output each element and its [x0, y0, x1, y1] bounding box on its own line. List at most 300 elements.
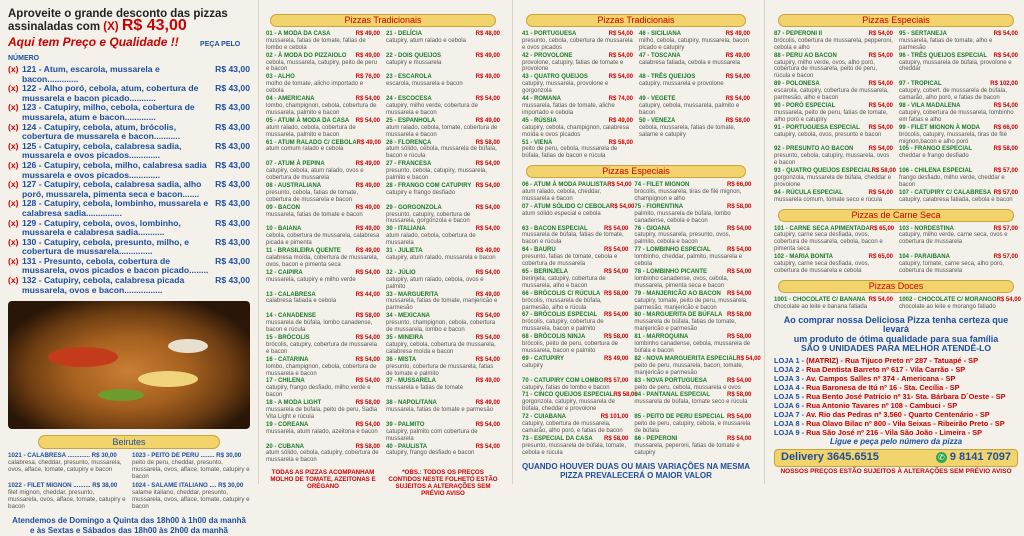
menu-item-price: R$ 54,00 [993, 52, 1018, 59]
menu-item-name: 12 - CAIPIRA [266, 269, 303, 276]
menu-item-price: R$ 54,00 [868, 146, 893, 153]
promo-item-price: R$ 43,00 [215, 236, 250, 247]
menu-item-name: 33 - MARGUERITA [386, 291, 439, 298]
promo-mark: (x) [8, 121, 19, 132]
menu-item-name: 67 - BRÓCOLIS ESPECIAL [522, 312, 598, 319]
menu-item-desc: milho, cebola, catupiry, mussarela, bacon picado e catupiry [639, 37, 749, 51]
promo-panel [0, 0, 256, 536]
menu-item [522, 96, 633, 117]
menu-item-price: R$ 58,00 [604, 290, 629, 297]
menu-item-desc: escarola, catupiry, cobertura de mussarela, parmesão, alho e bacon [774, 88, 889, 102]
menu-item-desc: atum sólido, cebola, mussarela de búfala, bacon e rúcula [386, 146, 497, 160]
promo-mark: (x) [8, 236, 19, 247]
menu-item-desc: catupiry, frango desfiado e bacon [386, 450, 475, 457]
menu-item-line [899, 226, 1018, 233]
menu-item [386, 335, 500, 356]
menu-item-line [774, 81, 893, 88]
menu-item-desc: brócolis, cobertura de mussarela, pepperoni, cebola e alho [774, 37, 893, 51]
promo-item [8, 199, 250, 218]
menu-item-desc: catupiry e frango desfiado [386, 189, 456, 196]
store-label: LOJA 9 - [774, 428, 807, 437]
menu-item-desc: catupiry, palmito com cobertura de mussarela [386, 428, 478, 442]
beirute-item [132, 482, 250, 510]
menu-item-price: R$ 54,00 [475, 356, 500, 363]
menu-item-price: R$ 54,00 [725, 96, 750, 103]
menu-item [634, 312, 751, 333]
menu-item-price: R$ 54,00 [608, 74, 633, 81]
menu-item-desc: calabresa fatiada, cebola e mussarela [639, 59, 741, 66]
menu-item-price: R$ 58,00 [727, 392, 752, 399]
whatsapp-number[interactable]: ✆ 9 8141 7097 [936, 452, 1011, 463]
menu-item-desc: atum sólido, cebola, catupiry, cobertura de mussarela e bacon [266, 450, 379, 464]
menu-item-name: 07 - ATUM À PEPINA [266, 161, 325, 168]
menu-item-line [899, 81, 1018, 88]
menu-item-name: 95 - SERTANEJA [899, 30, 947, 37]
menu-item-line [386, 118, 500, 125]
menu-item [266, 270, 380, 291]
menu-item-line [386, 270, 500, 277]
menu-item-line [899, 125, 1018, 132]
menu-item [266, 118, 380, 139]
section-title-carne-seca: Pizzas de Carne Seca [778, 209, 1014, 222]
menu-item-price: R$ 65,00 [868, 254, 893, 261]
menu-item-desc: provolone, catupiry, fatias de tomate e provolone [522, 59, 624, 73]
menu-item-desc: catupiry, calabresa fatiada, cebola e bacon [899, 196, 1013, 203]
promo-item-text: 132 - Catupiry, cebola, calabresa picada mussarela, ovos e bacon................ [22, 275, 185, 295]
store-label: LOJA 5 - [774, 392, 807, 401]
menu-item-price: R$ 54,00 [475, 182, 500, 189]
menu-item-name: 68 - BRÓCOLIS NINJA [522, 334, 586, 341]
menu-item-price: R$ 54,00 [475, 334, 500, 341]
menu-item-desc: catupiry, milho verde, cobertura de mussarela e bacon [386, 102, 478, 116]
menu-item-desc: mussarela de búfala, lombo canadense, bacon e rúcula [266, 320, 373, 334]
menu-item [634, 269, 751, 290]
menu-item-price: R$ 58,00 [613, 392, 638, 399]
menu-item-line [386, 31, 500, 38]
menu-item-price: R$ 54,00 [727, 269, 752, 275]
promo-price: R$ 43,00 [121, 17, 187, 34]
menu-item-desc: presunto, mussarela de búfala, tomate, cebola e rúcula [522, 442, 627, 456]
store-address: Av. Campos Salles nº 374 - Americana - SP [805, 374, 956, 383]
promo-item [8, 238, 250, 257]
menu-item-desc: mussarela comum, tomate seco e rúcula [774, 196, 883, 203]
menu-item [266, 183, 380, 204]
menu-item-desc: chocolate ao leite e morango fatiado [899, 303, 996, 310]
menu-item [522, 291, 628, 312]
menu-item-line [639, 118, 750, 125]
promo-item [8, 103, 250, 122]
menu-item-desc: catupiry, frango desfiado, milho verde e bacon [266, 385, 371, 399]
menu-item-price: R$ 49,00 [355, 182, 380, 189]
menu-item-desc: calabresa moída, cobertura de mussarela, ovos, bacon e pimenta seca [266, 255, 379, 268]
menu-item-name: 69 - CATUPIRY [522, 355, 565, 362]
menu-item [386, 357, 500, 378]
promo-mark: (x) [8, 64, 19, 74]
promo-item [8, 276, 250, 295]
menu-item [386, 74, 500, 95]
menu-item-name: 76 - GIOANA [634, 225, 671, 232]
menu-item-price: R$ 44,00 [355, 291, 380, 298]
menu-item-line [522, 118, 633, 125]
menu-item-name: 63 - BACON ESPECIAL [522, 225, 588, 232]
menu-item-price: R$ 54,00 [604, 269, 629, 275]
menu-item-name: 03 - ALHO [266, 74, 295, 81]
menu-item-price: R$ 49,00 [475, 52, 500, 59]
menu-item-name: 17 - CHILENA [266, 378, 305, 385]
promo-item-price: R$ 43,00 [215, 217, 250, 228]
menu-item [634, 334, 751, 355]
menu-item [386, 422, 500, 443]
menu-item [386, 226, 500, 247]
menu-item-name: 98 - VILA MADALENA [899, 102, 961, 109]
menu-item-price: R$ 49,00 [475, 291, 500, 298]
menu-item [522, 140, 633, 161]
menu-item [774, 81, 893, 102]
section-title-tradicionais: Pizzas Tradicionais [270, 14, 496, 27]
menu-item-price: R$ 58,00 [355, 443, 380, 450]
menu-item-name: 11 - BRASILEIRA QUENTE [266, 248, 341, 255]
menu-item-line [774, 125, 893, 132]
call-order: Ligue e peça pelo número da pizza [829, 437, 963, 446]
menu-item [522, 312, 628, 333]
menu-item-desc: presunto, fatias de tomate, cebola e cobertura de mussarela [522, 254, 618, 268]
menu-item-name: 09 - BACON [266, 204, 301, 211]
menu-item-desc: presunto, cebola, fatias de tomate, cobertura de mussarela e bacon [266, 189, 359, 203]
menu-item-name: 19 - COREANA [266, 421, 309, 428]
menu-item-line [266, 400, 380, 407]
menu-item-desc: mussarela de búfala, peito de peru, Sadia Vita Light e rúcula [266, 407, 378, 420]
menu-item [774, 53, 893, 81]
menu-item-desc: catupiry, cebola, ovos, presunto e bacon [774, 131, 882, 138]
menu-item [774, 146, 893, 167]
menu-item-desc: mussarela, fatias de tomate, manjericão e parmesão [386, 298, 498, 312]
menu-item-line [522, 269, 628, 276]
menu-item-name: 23 - ESCAROLA [386, 74, 432, 81]
menu-item-desc: brócolis, peito de peru, cobertura de mussarela, bacon e palmito [522, 341, 619, 354]
beirute-name: 1022 - FILET MIGNON .......... R$ 38,00 [8, 482, 118, 490]
promo-item [8, 257, 250, 276]
menu-item [522, 118, 633, 139]
menu-item-price: R$ 49,00 [355, 226, 380, 233]
menu-item [386, 205, 500, 226]
menu-item [899, 103, 1018, 124]
menu-item-price: R$ 58,00 [604, 435, 629, 442]
menu-item-name: 101 - CARNE SECA APIMENTADA [774, 225, 870, 232]
beirute-item [132, 452, 250, 480]
menu-item-name: 13 - CALABRESA [266, 291, 316, 298]
menu-item-desc: catupiry, mussarela, presunto, ovos, palmito, cebola e bacon [634, 232, 731, 246]
menu-item-desc: presunto, champignon, cebola, cobertura de mussarela, lombo e bacon [386, 320, 496, 334]
menu-item-desc: brócolis, mussarela de búfala, parmesão, alho e rúcula [522, 297, 602, 311]
menu-item-price: R$ 54,00 [993, 102, 1018, 109]
menu-item [386, 378, 500, 399]
store-address: Rua Antonio Tavares nº 108 - Cambuci - SP [806, 401, 958, 410]
promo-mark: (x) [8, 255, 19, 266]
menu-item-name: 75 - FIORENTINA [634, 203, 684, 210]
menu-item [522, 226, 628, 247]
menu-item-line [639, 96, 750, 103]
menu-item-line [386, 74, 500, 81]
store-item [774, 356, 1018, 365]
menu-item-price: R$ 58,00 [355, 400, 380, 407]
menu-item-name: 1002 - CHOCOLATE C/ MORANGO [899, 296, 997, 303]
menu-item-line [266, 118, 380, 125]
menu-item-line [899, 103, 1018, 110]
menu-item [386, 118, 500, 139]
menu-item-desc: catupiry [522, 362, 544, 369]
menu-item-desc: catupiry, cebola, champignon, calabresa moída e ovos picados [522, 124, 629, 138]
menu-item [522, 74, 633, 95]
promo-header [8, 8, 250, 33]
menu-item [899, 125, 1018, 146]
promo-item [8, 219, 250, 238]
menu-item-name: 86 - PEPERONI [634, 435, 678, 442]
menu-item-desc: catupiry, carne seca desfiada, ovos, cobertura de mussarela e cebola [774, 261, 870, 274]
menu-item-desc: mussarela, fatias de tomate, fatias de lombo e cebola [266, 37, 366, 51]
beirute-name: 1021 - CALABRESA ............. R$ 30,00 [8, 452, 117, 460]
menu-item-desc: mussarela de búfala, fatias de tomate, bacon e rúcula [522, 232, 624, 246]
menu-item [522, 356, 628, 377]
menu-item-name: 66 - BRÓCOLIS C/ RÚCULA [522, 290, 601, 297]
menu-item [266, 205, 380, 226]
menu-item-desc: molho de tomate, alicho importado e cebola [266, 81, 364, 95]
menu-item-name: 90 - PORÓ ESPECIAL [774, 102, 836, 109]
menu-item-line [899, 296, 1021, 304]
promo-item-price: R$ 43,00 [215, 198, 250, 209]
menu-item [386, 161, 500, 182]
menu-item-desc: presunto, cebola, catupiry, mussarela, palmito e bacon [386, 168, 487, 182]
store-address: Rua São José nº 216 - Vila São João - Limeira - SP [806, 428, 983, 437]
menu-item-price: R$ 54,00 [868, 30, 893, 37]
menu-item-name: 64 - BAURU [522, 247, 556, 254]
menu-item [774, 103, 893, 124]
menu-item-desc: catupiry, cebola, atum ralado, ovos e cobertura de mussarela [266, 168, 364, 182]
menu-item [639, 53, 750, 74]
menu-item-desc: atum ralado, cebola, cobertura de mussarela [386, 233, 476, 247]
menu-item-name: 72 - CUIABANA [522, 414, 567, 421]
menu-item-name: 21 - DELÍCIA [386, 30, 423, 37]
menu-item-line [522, 31, 633, 38]
menu-item-line [386, 183, 500, 190]
menu-item-line [266, 140, 380, 147]
menu-item-desc: atum ralado, cebola, cobertura de mussarela, palmito e bacon [266, 124, 356, 138]
menu-item-price: R$ 54,00 [355, 356, 380, 363]
menu-item-line [386, 53, 500, 60]
menu-item-name: 83 - NOVA PORTUGUESA [634, 377, 708, 384]
menu-item-desc: cebola, mussarela, catupiry, peito de peru e bacon [266, 59, 377, 73]
menu-item [522, 378, 628, 392]
menu-item [899, 168, 1018, 189]
menu-item [386, 53, 500, 74]
menu-item-price: R$ 54,00 [868, 189, 893, 196]
promo-item-text: 128 - Catupiry, cebola, lombinho, mussarela e calabresa sadia............... [22, 198, 209, 218]
promo-subtitle: Aqui tem Preço e Qualidade !! PEÇA PELO NÚMERO [8, 35, 241, 62]
menu-item-line [266, 335, 380, 342]
menu-item [634, 291, 751, 312]
menu-item-price: R$ 49,00 [608, 117, 633, 124]
menu-item-desc: brócolis, catupiry, cobertura de mussarela e bacon [266, 341, 377, 355]
store-item [774, 365, 1018, 374]
store-address: Rua Dentista Barreto nº 617 - Vila Carrão - SP [806, 365, 966, 374]
promo-item-price: R$ 43,00 [215, 83, 250, 94]
menu-item-price: R$ 54,00 [868, 124, 893, 131]
promo-item-text: 130 - Catupiry, cebola, presunto, milho, e cobertura de mussarela.............. [22, 236, 189, 257]
menu-item-price: R$ 54,00 [996, 296, 1021, 303]
menu-item-desc: catupiry, atum ralado, cebola, ovos e palmito [386, 276, 484, 290]
store-label: LOJA 3 - [774, 374, 806, 383]
promo-item [8, 161, 250, 180]
menu-item-price: R$ 74,00 [608, 96, 633, 103]
menu-item-name: 47 - TOSCANA [639, 52, 681, 59]
menu-item-desc: berinjela, catupiry, cobertura de mussarela, alho e bacon [522, 275, 606, 289]
menu-item-price: R$ 54,00 [475, 226, 500, 233]
menu-item-line [386, 248, 500, 255]
menu-item-name: 99 - FILET MIGNON À MODA [899, 124, 980, 131]
menu-item-desc: catupiry, mussarela e provolone [639, 81, 724, 88]
menu-item-price: R$ 54,00 [475, 96, 500, 103]
menu-item [899, 226, 1018, 254]
menu-item-line [266, 53, 380, 60]
menu-item-name: 08 - AUSTRALIANA [266, 182, 322, 189]
menu-item-line [634, 414, 751, 421]
menu-item-price: R$ 54,00 [868, 296, 893, 303]
promo-line2: assinaladas com [8, 21, 101, 33]
beirute-name: 1024 - SALAME ITALIANO .... R$ 30,00 [132, 482, 244, 490]
menu-item-line [522, 291, 628, 298]
menu-item-desc: mussarela, peito de peru, fatias de tomate, alho poró e catupiry [774, 109, 888, 123]
menu-item [899, 31, 1018, 52]
menu-item-name: 41 - PORTUGUESA [522, 30, 577, 37]
menu-item-price: R$ 54,00 [355, 334, 380, 341]
menu-item-line [899, 168, 1018, 175]
promo-item-text: 129 - Catupiry, cebola, ovos, lombinho, mussarela e calabresa sadia........... [22, 217, 181, 238]
menu-item-line [522, 74, 633, 81]
menu-item-line [266, 31, 380, 38]
promo-item-price: R$ 43,00 [215, 275, 250, 286]
menu-item-line [899, 31, 1018, 38]
menu-item-desc: lombinho canadense, cebola, mussarela de búfala e bacon [634, 341, 751, 354]
store-label: LOJA 8 - [774, 419, 807, 428]
note-prices: *OBS.: TODOS OS PREÇOS CONTIDOS NESTE FOLHETO ESTÃO SUJEITOS A ALTERAÇÕES SEM PRÉVIO AVISO [388, 469, 498, 498]
menu-item-line [522, 140, 633, 147]
menu-item-price: R$ 66,00 [993, 124, 1018, 131]
menu-item-desc: catupiry, fatias de lombo e bacon [522, 384, 610, 391]
menu-item-price: R$ 49,00 [475, 74, 500, 81]
menu-item [386, 313, 500, 334]
section-title-doces: Pizzas Doces [778, 280, 1014, 293]
promo-item-price: R$ 43,00 [215, 159, 250, 170]
delivery-phone[interactable]: Delivery 3645.6515 [781, 451, 879, 464]
menu-item-line [634, 334, 751, 341]
menu-item-price: R$ 54,00 [604, 312, 629, 319]
menu-item [266, 53, 380, 74]
menu-item-price: R$ 58,00 [725, 117, 750, 124]
menu-item-price: R$ 102,00 [990, 81, 1018, 88]
menu-item-price: R$ 48,00 [475, 30, 500, 37]
menu-item-name: 42 - PROVOLONE [522, 52, 573, 59]
menu-item-line [634, 269, 751, 276]
menu-item [522, 53, 633, 74]
menu-item [899, 146, 1018, 167]
menu-item-line [522, 378, 628, 385]
store-item [774, 392, 1018, 401]
menu-item-line [774, 31, 893, 38]
store-label: LOJA 2 - [774, 365, 807, 374]
menu-item [266, 248, 380, 269]
menu-item-name: 87 - PEPERONI II [774, 30, 823, 37]
menu-item-line [522, 226, 628, 233]
promo-item-price: R$ 43,00 [215, 64, 250, 74]
menu-item-name: 20 - CUBANA [266, 443, 305, 450]
menu-item-desc: catupiry, tomate, carne seca, alho poró, cobertura de mussarela [899, 261, 1004, 274]
menu-item [522, 392, 638, 413]
menu-item-line [266, 444, 380, 451]
promo-item-price: R$ 43,00 [215, 140, 250, 151]
menu-item-line [774, 190, 893, 197]
menu-item-desc: peito de peru, catupiry, cebola, e mussarela de búfala [634, 421, 751, 434]
menu-item [634, 355, 761, 377]
menu-item-line [266, 357, 380, 364]
menu-item-name: 105 - FRANGO ESPECIAL [899, 146, 973, 153]
menu-item-line [634, 204, 751, 211]
menu-item-price: R$ 54,00 [725, 74, 750, 81]
menu-item-name: 05 - ATUM À MODA DA CASA [266, 117, 350, 124]
menu-item-name: 48 - TRÊS QUEIJOS [639, 74, 696, 81]
menu-item-name: 77 - LOMBINHO ESPECIAL [634, 247, 711, 254]
store-address: (MATRIZ) - Rua Tijuco Preto nº 287 - Tatuapé - SP [806, 356, 979, 365]
menu-item-desc: atum sólido especial e cebola [522, 210, 601, 217]
menu-item-line [522, 414, 628, 421]
menu-item-name: 1001 - CHOCOLATE C/ BANANA [774, 296, 866, 303]
menu-item-line [266, 161, 380, 168]
menu-item-line [522, 53, 633, 60]
menu-item-name: 107 - CATUPIRY C/ CALABRESA [899, 189, 992, 196]
menu-item [639, 118, 750, 139]
promo-item-text: 127 - Catupiry, cebola, calabresa sadia, alho poró, mussarela, pimenta seca e bacon....... [22, 179, 202, 199]
menu-item [522, 436, 628, 457]
promo-item-text: 124 - Catupiry, cebola, atum, brócolis, cobertura de mussarela e bacon........... [22, 121, 181, 142]
menu-item-name: 10 - BAIANA [266, 226, 302, 233]
menu-item-line [774, 53, 893, 60]
menu-item-line [634, 312, 751, 319]
menu-item-line [774, 254, 893, 261]
menu-item-price: R$ 54,00 [727, 225, 752, 232]
menu-item-price: R$ 54,00 [727, 290, 752, 297]
menu-item-price: R$ 54,00 [608, 52, 633, 59]
menu-item-line [266, 422, 380, 429]
menu-item [266, 140, 380, 161]
menu-item-line [774, 168, 896, 175]
menu-item [774, 226, 893, 254]
menu-item-line [634, 291, 751, 298]
menu-item-line [386, 161, 500, 168]
menu-item-line [386, 378, 500, 385]
menu-item-desc: lombo, champignon, cebola, cobertura de mussarela, palmito e bacon [266, 102, 377, 116]
menu-item-name: 01 - A MODA DA CASA [266, 30, 331, 37]
menu-item [634, 247, 751, 268]
store-item [774, 419, 1018, 428]
menu-item-desc: catupiry, milho verde, ovos, alho poró, cobertura de mussarela, peito de peru, rúcula e bacon [774, 59, 878, 80]
menu-list [522, 31, 750, 161]
menu-item-name: 44 - ROMANA [522, 96, 562, 103]
menu-item-name: 14 - CANADENSE [266, 313, 317, 320]
menu-item-price: R$ 54,00 [355, 117, 380, 124]
menu-item-desc: mussarela, fatias de tomate, alho e parmesão [899, 37, 993, 51]
menu-item-price: R$ 49,00 [355, 161, 380, 168]
menu-item-price: R$ 54,00 [610, 203, 635, 210]
store-address: Rua Olavo Bilac nº 800 - Vila Seixas - Ribeirão Preto - SP [806, 419, 1005, 428]
menu-item-desc: catupiry, cobert. de mussarela de búfala, camarão, alho poró, e fatias de bacon [899, 88, 1007, 102]
